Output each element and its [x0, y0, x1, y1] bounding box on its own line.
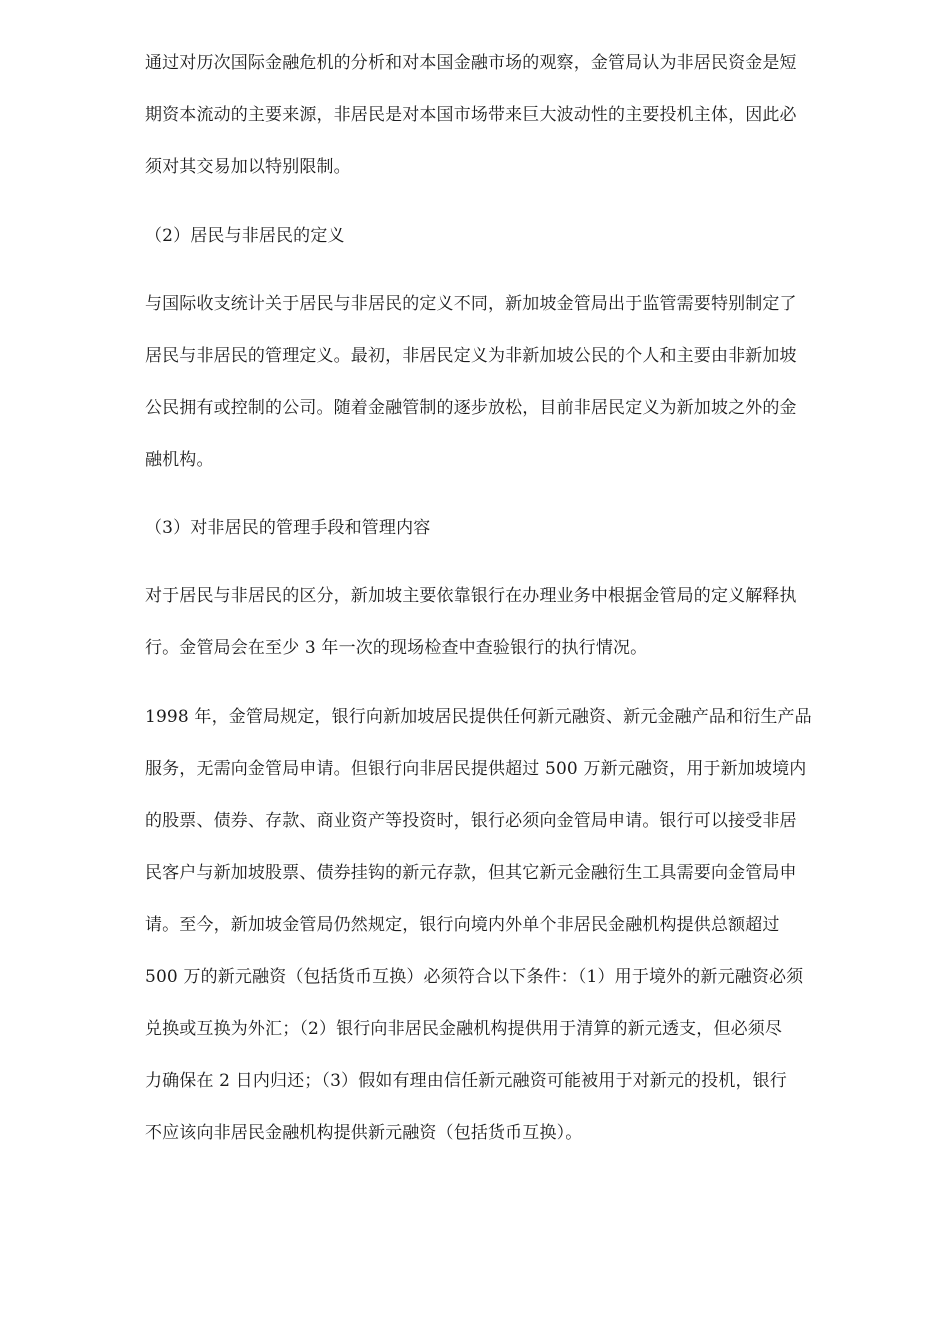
- text-line: 1998 年，金管局规定，银行向新加坡居民提供任何新元融资、新元金融产品和衍生产品: [145, 707, 812, 727]
- text-line: 融机构。: [145, 450, 214, 470]
- section-heading-3: （3）对非居民的管理手段和管理内容: [145, 518, 431, 538]
- text-line: 民客户与新加坡股票、债券挂钩的新元存款，但其它新元金融衍生工具需要向金管局申: [145, 863, 797, 883]
- text-line: 兑换或互换为外汇；（2）银行向非居民金融机构提供用于清算的新元透支，但必须尽: [145, 1019, 783, 1039]
- text-line: 的股票、债券、存款、商业资产等投资时，银行必须向金管局申请。银行可以接受非居: [145, 811, 797, 831]
- text-line: 通过对历次国际金融危机的分析和对本国金融市场的观察，金管局认为非居民资金是短: [145, 53, 797, 73]
- text-line: 不应该向非居民金融机构提供新元融资（包括货币互换）。: [145, 1123, 583, 1143]
- text-line: 服务，无需向金管局申请。但银行向非居民提供超过 500 万新元融资，用于新加坡境内: [145, 759, 807, 779]
- text-line: 500 万的新元融资（包括货币互换）必须符合以下条件：（1）用于境外的新元融资必须: [145, 967, 804, 987]
- text-line: 对于居民与非居民的区分，新加坡主要依靠银行在办理业务中根据金管局的定义解释执: [145, 586, 797, 606]
- text-line: 行。金管局会在至少 3 年一次的现场检查中查验银行的执行情况。: [145, 638, 648, 658]
- text-line: 与国际收支统计关于居民与非居民的定义不同，新加坡金管局出于监管需要特别制定了: [145, 294, 797, 314]
- text-line: 须对其交易加以特别限制。: [145, 157, 351, 177]
- section-heading-2: （2）居民与非居民的定义: [145, 226, 345, 246]
- text-line: 公民拥有或控制的公司。随着金融管制的逐步放松，目前非居民定义为新加坡之外的金: [145, 398, 797, 418]
- text-line: 期资本流动的主要来源，非居民是对本国市场带来巨大波动性的主要投机主体，因此必: [145, 105, 797, 125]
- text-line: 力确保在 2 日内归还；（3）假如有理由信任新元融资可能被用于对新元的投机，银行: [145, 1071, 787, 1091]
- text-line: 居民与非居民的管理定义。最初，非居民定义为非新加坡公民的个人和主要由非新加坡: [145, 346, 797, 366]
- text-line: 请。至今，新加坡金管局仍然规定，银行向境内外单个非居民金融机构提供总额超过: [145, 915, 780, 935]
